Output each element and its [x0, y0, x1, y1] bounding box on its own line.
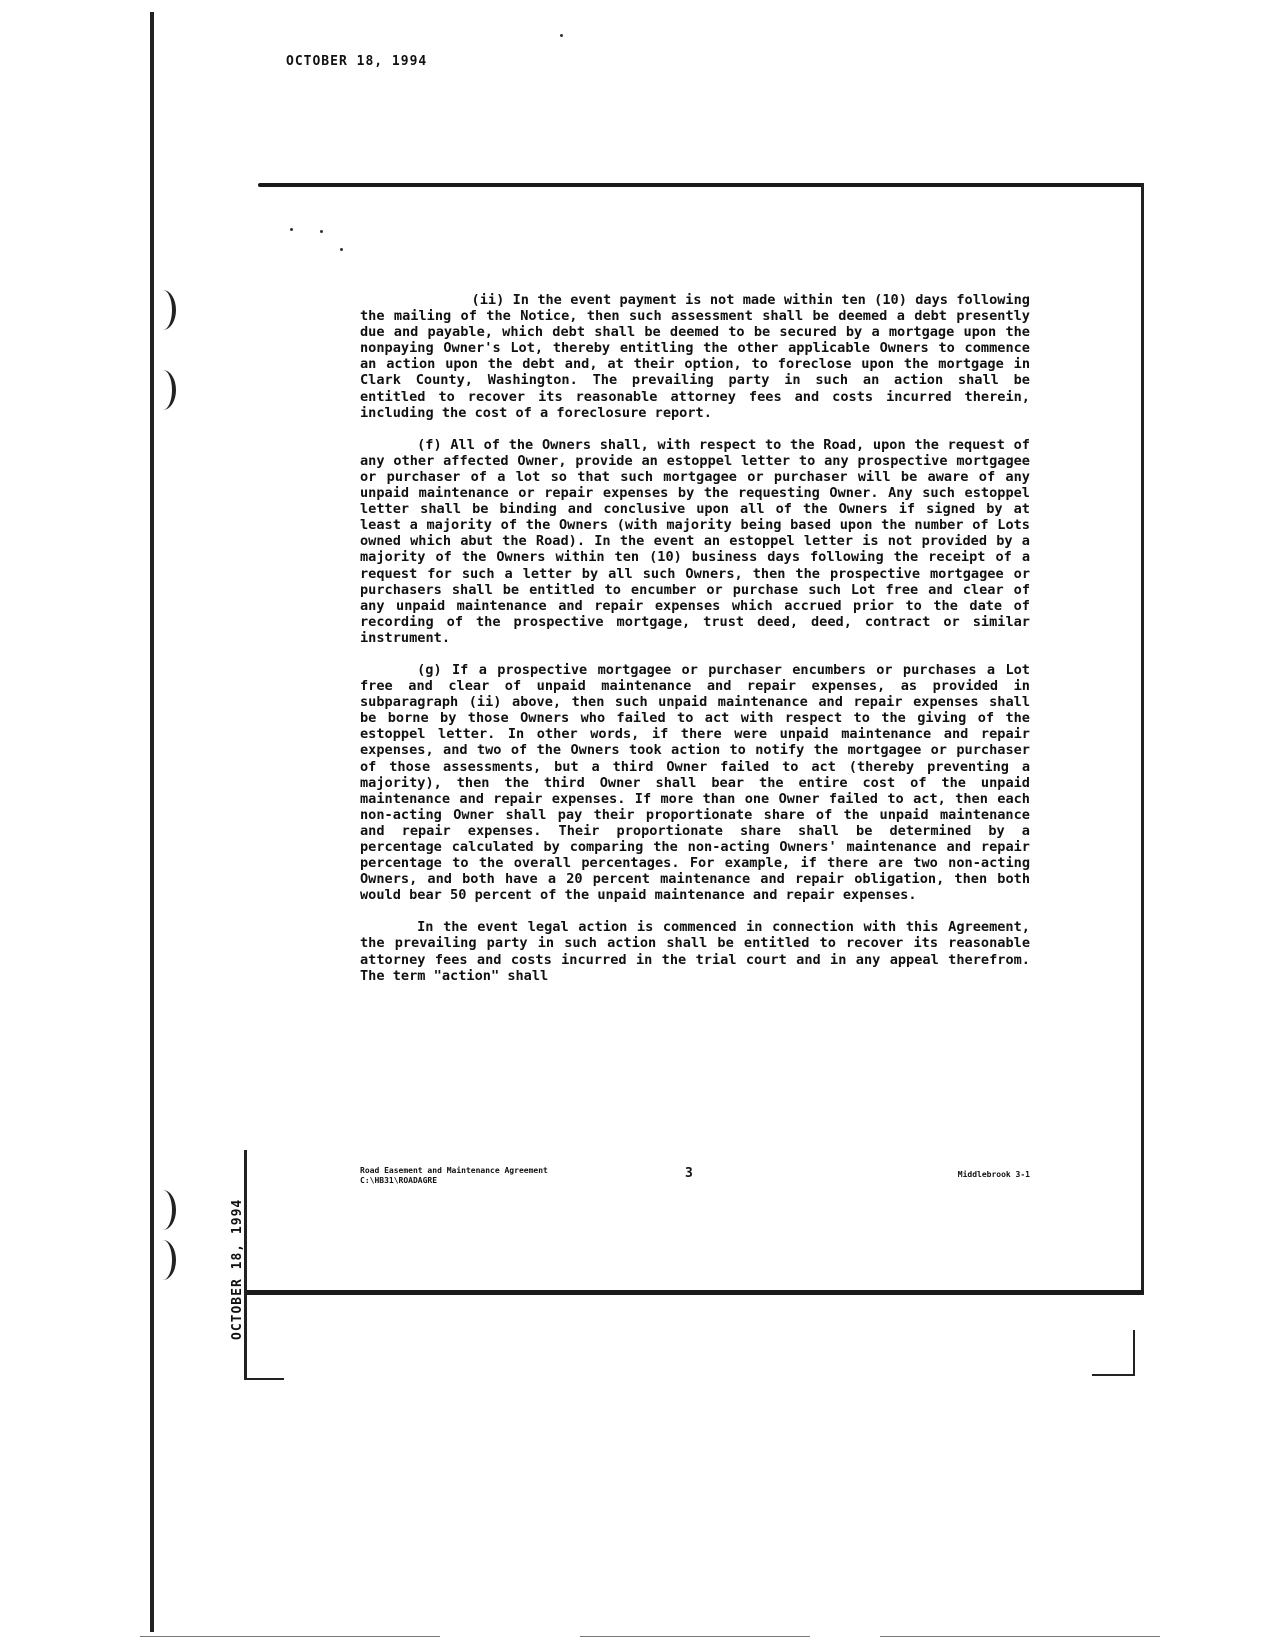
- scan-speck: [320, 230, 323, 233]
- scan-speck: [290, 228, 293, 231]
- footer-doc-title: Road Easement and Maintenance Agreement: [360, 1166, 548, 1175]
- binding-mark: [150, 1190, 176, 1230]
- scan-line: [880, 1636, 1160, 1637]
- page-number: 3: [685, 1166, 693, 1181]
- paragraph-ii: (ii) In the event payment is not made within ten (10) days following the mailing of the Notice, then such assessment shall be deemed a debt presently due and payable, which debt shall be deemed to be secured by a mortgage upon the nonpaying Owner's Lot, thereby entitling the other applicable Owners to commence an action upon the debt and, at their option, to foreclose upon the mortgage in Clark County, Washington. The prevailing party in such an action shall be entitled to recover its reasonable attorney fees and costs incurred therein, including the cost of a foreclosure report.: [360, 292, 1030, 421]
- paragraph-g: (g) If a prospective mortgagee or purchaser encumbers or purchases a Lot free and clear of unpaid maintenance and repair expenses, as provided in subparagraph (ii) above, then such unpaid maintenance and repair expenses shall be borne by those Owners who failed to act with respect to the giving of the estoppel letter. In other words, if there were unpaid maintenance and repair expenses, and two of the Owners took action to notify the mortgagee or purchaser of those assessments, but a third Owner failed to act (thereby preventing a majority), then the third Owner shall bear the entire cost of the unpaid maintenance and repair expenses. If more than one Owner failed to act, then each non-acting Owner shall pay their proportionate share of the unpaid maintenance and repair expenses. Their proportionate share shall be determined by a percentage calculated by comparing the non-acting Owners' maintenance and repair percentage to the overall percentages. For example, if there are two non-acting Owners, and both have a 20 percent maintenance and repair obligation, then both would bear 50 percent of the unpaid maintenance and repair expenses.: [360, 661, 1030, 904]
- frame-bottom-border: [244, 1290, 1144, 1295]
- frame-corner-mark: [1133, 1330, 1135, 1376]
- paragraph-legal-action: In the event legal action is commenced in connection with this Agreement, the prevailing party in such action shall be entitled to recover its reasonable attorney fees and costs incurred in the trial court and in any appeal therefrom. The term "action" shall: [360, 919, 1030, 984]
- side-date-stamp: OCTOBER 18, 1994: [230, 1198, 245, 1340]
- scan-speck: [560, 34, 563, 37]
- scan-line: [580, 1636, 810, 1637]
- footer-file-path: C:\HB31\ROADAGRE: [360, 1176, 438, 1185]
- frame-corner-mark: [244, 1378, 284, 1380]
- page-footer: [360, 1166, 1030, 1196]
- footer-right-label: Middlebrook 3-1: [957, 1170, 1030, 1179]
- frame-corner-mark: [1092, 1374, 1134, 1376]
- footer-doc-info: [360, 1166, 548, 1186]
- frame-right-border: [1141, 183, 1144, 1293]
- scan-line: [140, 1636, 440, 1637]
- binding-mark: [150, 290, 176, 330]
- scan-speck: [340, 248, 343, 251]
- binding-mark: [150, 1240, 176, 1280]
- document-body: [360, 292, 1030, 1000]
- binding-mark: [150, 370, 176, 410]
- binding-edge: [150, 12, 154, 1632]
- frame-top-border: [258, 183, 1144, 187]
- document-date: OCTOBER 18, 1994: [286, 54, 428, 69]
- paragraph-f: (f) All of the Owners shall, with respect to the Road, upon the request of any other affected Owner, provide an estoppel letter to any prospective mortgagee or purchaser of a lot so that such mortgagee or purchaser will be aware of any unpaid maintenance or repair expenses by the requesting Owner. Any such estoppel letter shall be binding and conclusive upon all of the Owners if signed by at least a majority of the Owners (with majority being based upon the number of Lots owned which abut the Road). In the event an estoppel letter is not provided by a majority of the Owners within ten (10) business days following the receipt of a request for such a letter by all such Owners, then the prospective mortgagee or purchasers shall be entitled to encumber or purchase such Lot free and clear of any unpaid maintenance and repair expenses which accrued prior to the date of recording of the prospective mortgage, trust deed, deed, contract or similar instrument.: [360, 436, 1030, 646]
